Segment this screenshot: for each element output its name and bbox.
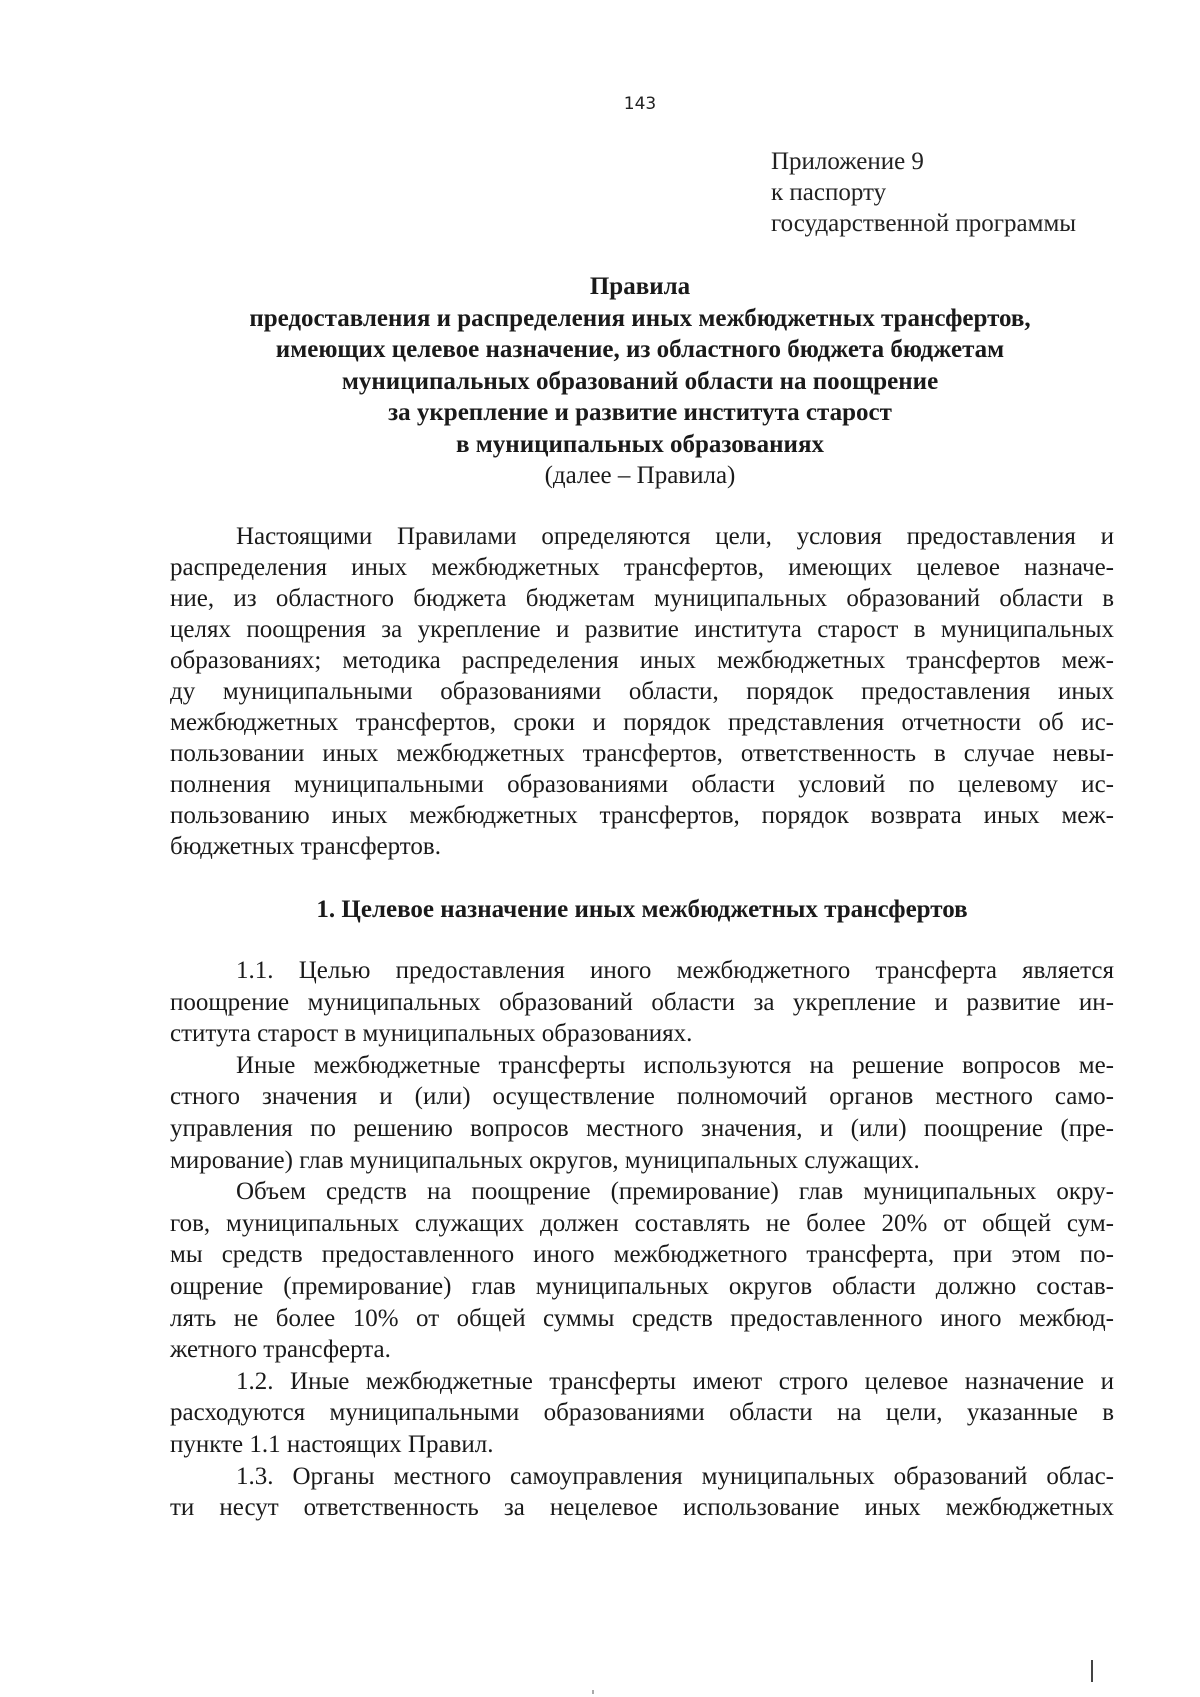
text-line: мы средств предоставленного иного межбюджетного трансферта, при этом по-: [170, 1241, 1114, 1269]
title-line: предоставления и распределения иных межбюджетных трансфертов,: [249, 304, 1031, 332]
title-line: в муниципальных образованиях: [456, 430, 824, 458]
text-line: ститута старост в муниципальных образованиях.: [170, 1020, 693, 1048]
text-line: Иные межбюджетные трансферты используются на решение вопросов ме-: [236, 1051, 1114, 1079]
text-line: гов, муниципальных служащих должен составлять не более 20% от общей сум-: [170, 1209, 1114, 1237]
text-line: поощрение муниципальных образований области за укрепление и развитие ин-: [170, 988, 1114, 1016]
section-heading: 1. Целевое назначение иных межбюджетных трансфертов: [316, 896, 968, 923]
text-line: Настоящими Правилами определяются цели, условия предоставления и: [236, 523, 1114, 550]
document-title: [170, 271, 1110, 492]
text-line: жетного трансферта.: [170, 1336, 391, 1364]
intro-paragraph: [170, 521, 1114, 862]
text-line: управления по решению вопросов местного значения, и (или) поощрение (пре-: [170, 1114, 1114, 1142]
title-note: (далее – Правила): [544, 462, 736, 489]
page-number: 143: [623, 94, 657, 114]
text-line: пункте 1.1 настоящих Правил.: [170, 1430, 494, 1458]
text-line: 1.3. Органы местного самоуправления муниципальных образований облас-: [236, 1462, 1114, 1490]
text-line: целях поощрения за укрепление и развитие института старост в муниципальных: [170, 616, 1114, 643]
text-line: расходуются муниципальными образованиями области на цели, указанные в: [170, 1399, 1114, 1427]
title-line: муниципальных образований области на поощрение: [341, 367, 939, 395]
text-line: ти несут ответственность за нецелевое использование иных межбюджетных: [170, 1494, 1114, 1522]
scan-artifact: [592, 1690, 594, 1694]
text-line: распределения иных межбюджетных трансфертов, имеющих целевое назначе-: [170, 554, 1114, 581]
text-line: 1.1. Целью предоставления иного межбюджетного трансферта является: [236, 957, 1114, 984]
text-line: Объем средств на поощрение (премирование) глав муниципальных окру-: [236, 1178, 1114, 1206]
section-body: [170, 955, 1114, 1524]
text-line: лять не более 10% от общей суммы средств предоставленного иного межбюд-: [170, 1304, 1114, 1332]
text-line: 1.2. Иные межбюджетные трансферты имеют строго целевое назначение и: [236, 1367, 1114, 1395]
text-line: ду муниципальными образованиями области, порядок предоставления иных: [170, 678, 1114, 705]
title-line: за укрепление и развитие института старост: [388, 399, 892, 426]
text-line: мирование) глав муниципальных округов, муниципальных служащих.: [170, 1146, 920, 1174]
title-line: имеющих целевое назначение, из областного бюджета бюджетам: [275, 336, 1005, 363]
text-line: стного значения и (или) осуществление полномочий органов местного само-: [170, 1083, 1114, 1111]
text-line: пользовании иных межбюджетных трансфертов, ответственность в случае невы-: [170, 740, 1114, 767]
appendix-line: Приложение 9: [771, 148, 924, 175]
text-line: межбюджетных трансфертов, сроки и порядок представления отчетности об ис-: [170, 709, 1114, 736]
text-line: ощрение (премирование) глав муниципальных округов области должно состав-: [170, 1272, 1114, 1300]
title-line: Правила: [589, 273, 691, 300]
appendix-line: к паспорту: [771, 179, 887, 206]
appendix-note: [771, 146, 1076, 239]
text-line: образованиях; методика распределения иных межбюджетных трансфертов меж-: [170, 647, 1114, 674]
text-line: ние, из областного бюджета бюджетам муниципальных образований области в: [170, 585, 1114, 612]
scan-artifact: [1091, 1660, 1093, 1682]
text-line: бюджетных трансфертов.: [170, 833, 441, 860]
appendix-line: государственной программы: [771, 210, 1077, 237]
text-line: пользованию иных межбюджетных трансфертов, порядок возврата иных меж-: [170, 802, 1114, 829]
text-line: полнения муниципальными образованиями области условий по целевому ис-: [170, 771, 1114, 798]
